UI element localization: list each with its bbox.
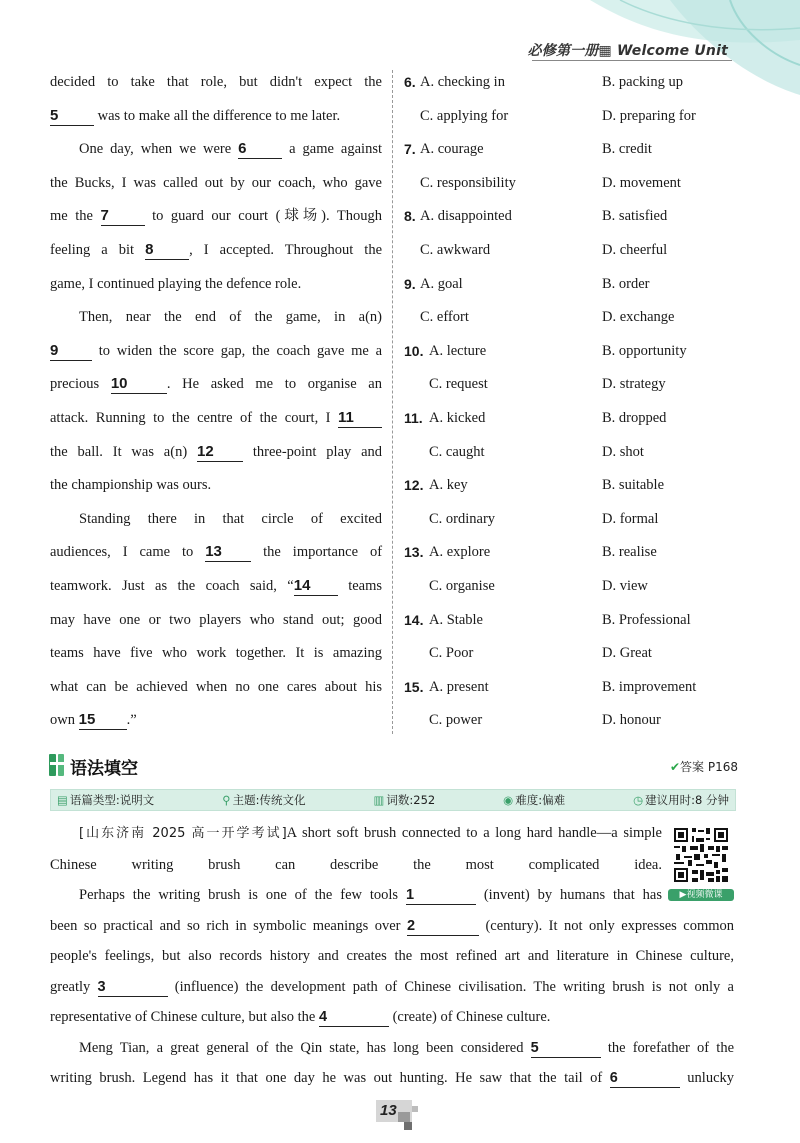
option-row <box>404 368 744 402</box>
passage-line: Meng Tian, a great general of the Qin state, has long been considered 5 the forefather of the <box>79 1039 735 1056</box>
blank-11[interactable]: 11 <box>338 409 382 428</box>
info-words: ▥ 词数:252 <box>373 793 436 807</box>
blank-6g[interactable]: 6 <box>610 1070 680 1088</box>
gauge-icon: ◉ <box>503 793 514 807</box>
question-number: 11. <box>404 409 423 426</box>
answer-reference: ✔答案 P168 <box>669 760 738 774</box>
option-choice[interactable]: B. dropped <box>602 409 667 426</box>
grammar-section-header <box>48 752 738 780</box>
passage-line: precious 10 . He asked me to organise an <box>50 375 382 393</box>
option-choice[interactable]: A. explore <box>429 544 491 561</box>
passage-paragraph: [山东济南 2025 高一开学考试]A short soft brush connected to a long hard handle—a simple Chinese writing brush can describe the most complicated idea. <box>50 825 662 873</box>
option-choice[interactable]: A. Stable <box>429 611 483 628</box>
option-choice[interactable]: A. goal <box>420 275 463 292</box>
passage-line: the championship was ours. <box>50 477 212 494</box>
video-lesson-label[interactable]: ▶视频微课 <box>668 889 734 901</box>
option-choice[interactable]: A. key <box>429 477 468 494</box>
blank-8[interactable]: 8 <box>145 241 189 260</box>
brush-logo-icon <box>48 752 66 778</box>
blank-1[interactable]: 1 <box>406 887 476 905</box>
question-number: 15. <box>404 678 424 695</box>
passage-line: writing brush. Legend has it that one day he was out hunting. He saw that the tail of 6 unlucky <box>50 1070 735 1086</box>
passage-line: game, I continued playing the defence role. <box>50 275 302 292</box>
option-row <box>404 469 744 503</box>
option-row <box>404 66 744 100</box>
option-choice[interactable]: C. effort <box>420 309 469 326</box>
passage-line: audiences, I came to 13 the importance of <box>50 543 383 561</box>
passage-line: been so practical and so rich in symbolic meanings over 2 (century). It not only expresses common <box>50 917 735 934</box>
option-choice[interactable]: C. applying for <box>420 107 509 124</box>
option-row <box>404 133 744 167</box>
passage-line: may have one or two players who stand out; good <box>50 611 382 628</box>
option-row <box>404 704 744 738</box>
clock-icon: ◷ <box>633 793 644 807</box>
option-choice[interactable]: A. courage <box>420 141 484 158</box>
option-row <box>404 637 744 671</box>
passage-line: attack. Running to the centre of the court, I 11 <box>50 402 382 436</box>
option-row <box>404 234 744 268</box>
info-type: ▤ 语篇类型:说明文 <box>57 793 155 807</box>
option-choice[interactable]: D. Great <box>602 645 652 662</box>
passage-line: Then, near the end of the game, in a(n) <box>79 309 382 326</box>
cloze-passage <box>50 66 382 738</box>
blank-3[interactable]: 3 <box>98 979 168 997</box>
option-choice[interactable]: C. awkward <box>420 241 491 258</box>
question-number: 8. <box>404 208 416 225</box>
option-choice[interactable]: C. ordinary <box>429 510 496 527</box>
info-time: ◷ 建议用时:8 分钟 <box>633 793 729 807</box>
option-choice[interactable]: C. organise <box>429 577 495 594</box>
option-choice[interactable]: C. Poor <box>429 645 474 662</box>
blank-12[interactable]: 12 <box>197 443 243 462</box>
option-choice[interactable]: B. credit <box>602 141 652 158</box>
passage-line: me the 7 to guard our court (球场). Though <box>50 207 383 225</box>
document-icon: ▤ <box>57 793 68 807</box>
blank-14[interactable]: 14 <box>294 577 338 596</box>
passage-line: own 15 .” <box>50 711 137 729</box>
question-number: 13. <box>404 544 424 561</box>
option-choice[interactable]: A. checking in <box>420 74 505 90</box>
option-row <box>404 536 744 570</box>
passage-line: representative of Chinese culture, but also the 4 (create) of Chinese culture. <box>50 1009 551 1025</box>
option-choice[interactable]: C. caught <box>429 443 485 460</box>
question-number: 7. <box>404 141 416 158</box>
passage-line: people's feelings, but also records history and creates the most refined art and literature in Chinese culture, <box>50 948 734 964</box>
blank-15[interactable]: 15 <box>79 711 127 730</box>
option-choice[interactable]: D. cheerful <box>602 241 668 258</box>
option-choice[interactable]: B. order <box>602 275 650 292</box>
option-choice[interactable]: B. packing up <box>602 74 683 90</box>
option-choice[interactable]: B. satisfied <box>602 208 668 225</box>
option-choice[interactable]: B. opportunity <box>602 342 687 359</box>
option-row <box>404 436 744 470</box>
option-choice[interactable]: B. improvement <box>602 678 697 695</box>
option-choice[interactable]: D. honour <box>602 712 661 729</box>
option-choice[interactable]: B. realise <box>602 544 657 561</box>
option-row <box>404 200 744 234</box>
option-choice[interactable]: A. lecture <box>429 342 487 359</box>
option-choice[interactable]: D. formal <box>602 510 659 527</box>
blank-13[interactable]: 13 <box>205 543 251 562</box>
blank-5[interactable]: 5 <box>50 107 94 126</box>
passage-line: 9 to widen the score gap, the coach gave me a <box>50 341 382 359</box>
header-rule <box>532 60 732 61</box>
blank-5g[interactable]: 5 <box>531 1040 601 1058</box>
option-choice[interactable]: B. Professional <box>602 611 691 628</box>
option-choice[interactable]: D. preparing for <box>602 107 696 124</box>
option-row <box>404 335 744 369</box>
option-choice[interactable]: A. kicked <box>429 409 486 426</box>
passage-line: the Bucks, I was called out by our coach, who gave <box>50 174 382 191</box>
passage-line: teamwork. Just as the coach said, “14 teams <box>50 576 383 594</box>
option-row <box>404 268 744 302</box>
option-choice[interactable]: C. power <box>429 712 483 729</box>
option-choice[interactable]: D. strategy <box>602 376 666 393</box>
grammar-passage <box>50 818 734 1094</box>
book-icon: ▥ <box>373 793 385 807</box>
option-row <box>404 604 744 638</box>
question-number: 9. <box>404 275 416 292</box>
passage-line: Perhaps the writing brush is one of the few tools 1 (invent) by humans that has <box>79 887 662 903</box>
passage-line: feeling a bit 8 , I accepted. Throughout the <box>50 240 383 258</box>
info-theme: ⚲ 主题:传统文化 <box>222 793 306 807</box>
question-number: 10. <box>404 342 424 359</box>
blank-9[interactable]: 9 <box>50 342 92 361</box>
passage-line: teams have five who work together. It is amazing <box>50 645 382 662</box>
option-choice[interactable]: A. present <box>429 678 489 695</box>
option-choice[interactable]: C. request <box>429 376 488 393</box>
answer-options <box>404 66 744 738</box>
passage-line: 5 was to make all the difference to me later. <box>50 106 341 124</box>
passage-line: what can be achieved when no one cares about his <box>50 678 382 695</box>
question-number: 14. <box>404 611 424 628</box>
question-number: 12. <box>404 477 424 494</box>
option-choice[interactable]: D. movement <box>602 174 681 191</box>
passage-info-bar <box>50 789 736 811</box>
question-number: 6. <box>404 74 416 90</box>
blank-7[interactable]: 7 <box>101 207 145 226</box>
page-number: 13 <box>376 1100 424 1134</box>
search-icon: ⚲ <box>222 793 231 807</box>
book-header-title: 必修第一册▦ Welcome Unit <box>527 43 728 59</box>
passage-line: One day, when we were 6 a game against <box>79 140 383 158</box>
column-divider <box>392 70 393 734</box>
passage-line: Standing there in that circle of excited <box>79 510 382 527</box>
option-row <box>404 503 744 537</box>
option-row <box>404 402 744 436</box>
option-row <box>404 301 744 335</box>
option-choice[interactable]: A. disappointed <box>420 208 512 225</box>
option-row <box>404 167 744 201</box>
option-choice[interactable]: D. shot <box>602 443 644 460</box>
option-row <box>404 100 744 134</box>
option-row <box>404 570 744 604</box>
option-choice[interactable]: D. view <box>602 577 648 594</box>
check-icon: ✔ <box>669 760 681 774</box>
info-difficulty: ◉ 难度:偏难 <box>503 793 566 807</box>
passage-line: decided to take that role, but didn't expect the <box>50 74 382 90</box>
option-choice[interactable]: C. responsibility <box>420 174 516 191</box>
passage-line: the ball. It was a(n) 12 three-point play and <box>50 442 383 460</box>
blank-4[interactable]: 4 <box>319 1009 389 1027</box>
option-choice[interactable]: D. exchange <box>602 309 675 326</box>
blank-10[interactable]: 10 <box>111 375 167 394</box>
passage-line: greatly 3 (influence) the development path of Chinese civilisation. The writing brush is not only a <box>50 978 734 995</box>
option-choice[interactable]: B. suitable <box>602 477 665 494</box>
blank-6[interactable]: 6 <box>238 140 282 159</box>
option-row <box>404 671 744 705</box>
section-title: 语法填空 <box>70 759 138 779</box>
blank-2[interactable]: 2 <box>407 918 479 936</box>
source-tag: [山东济南 2025 高一开学考试] <box>79 826 287 841</box>
